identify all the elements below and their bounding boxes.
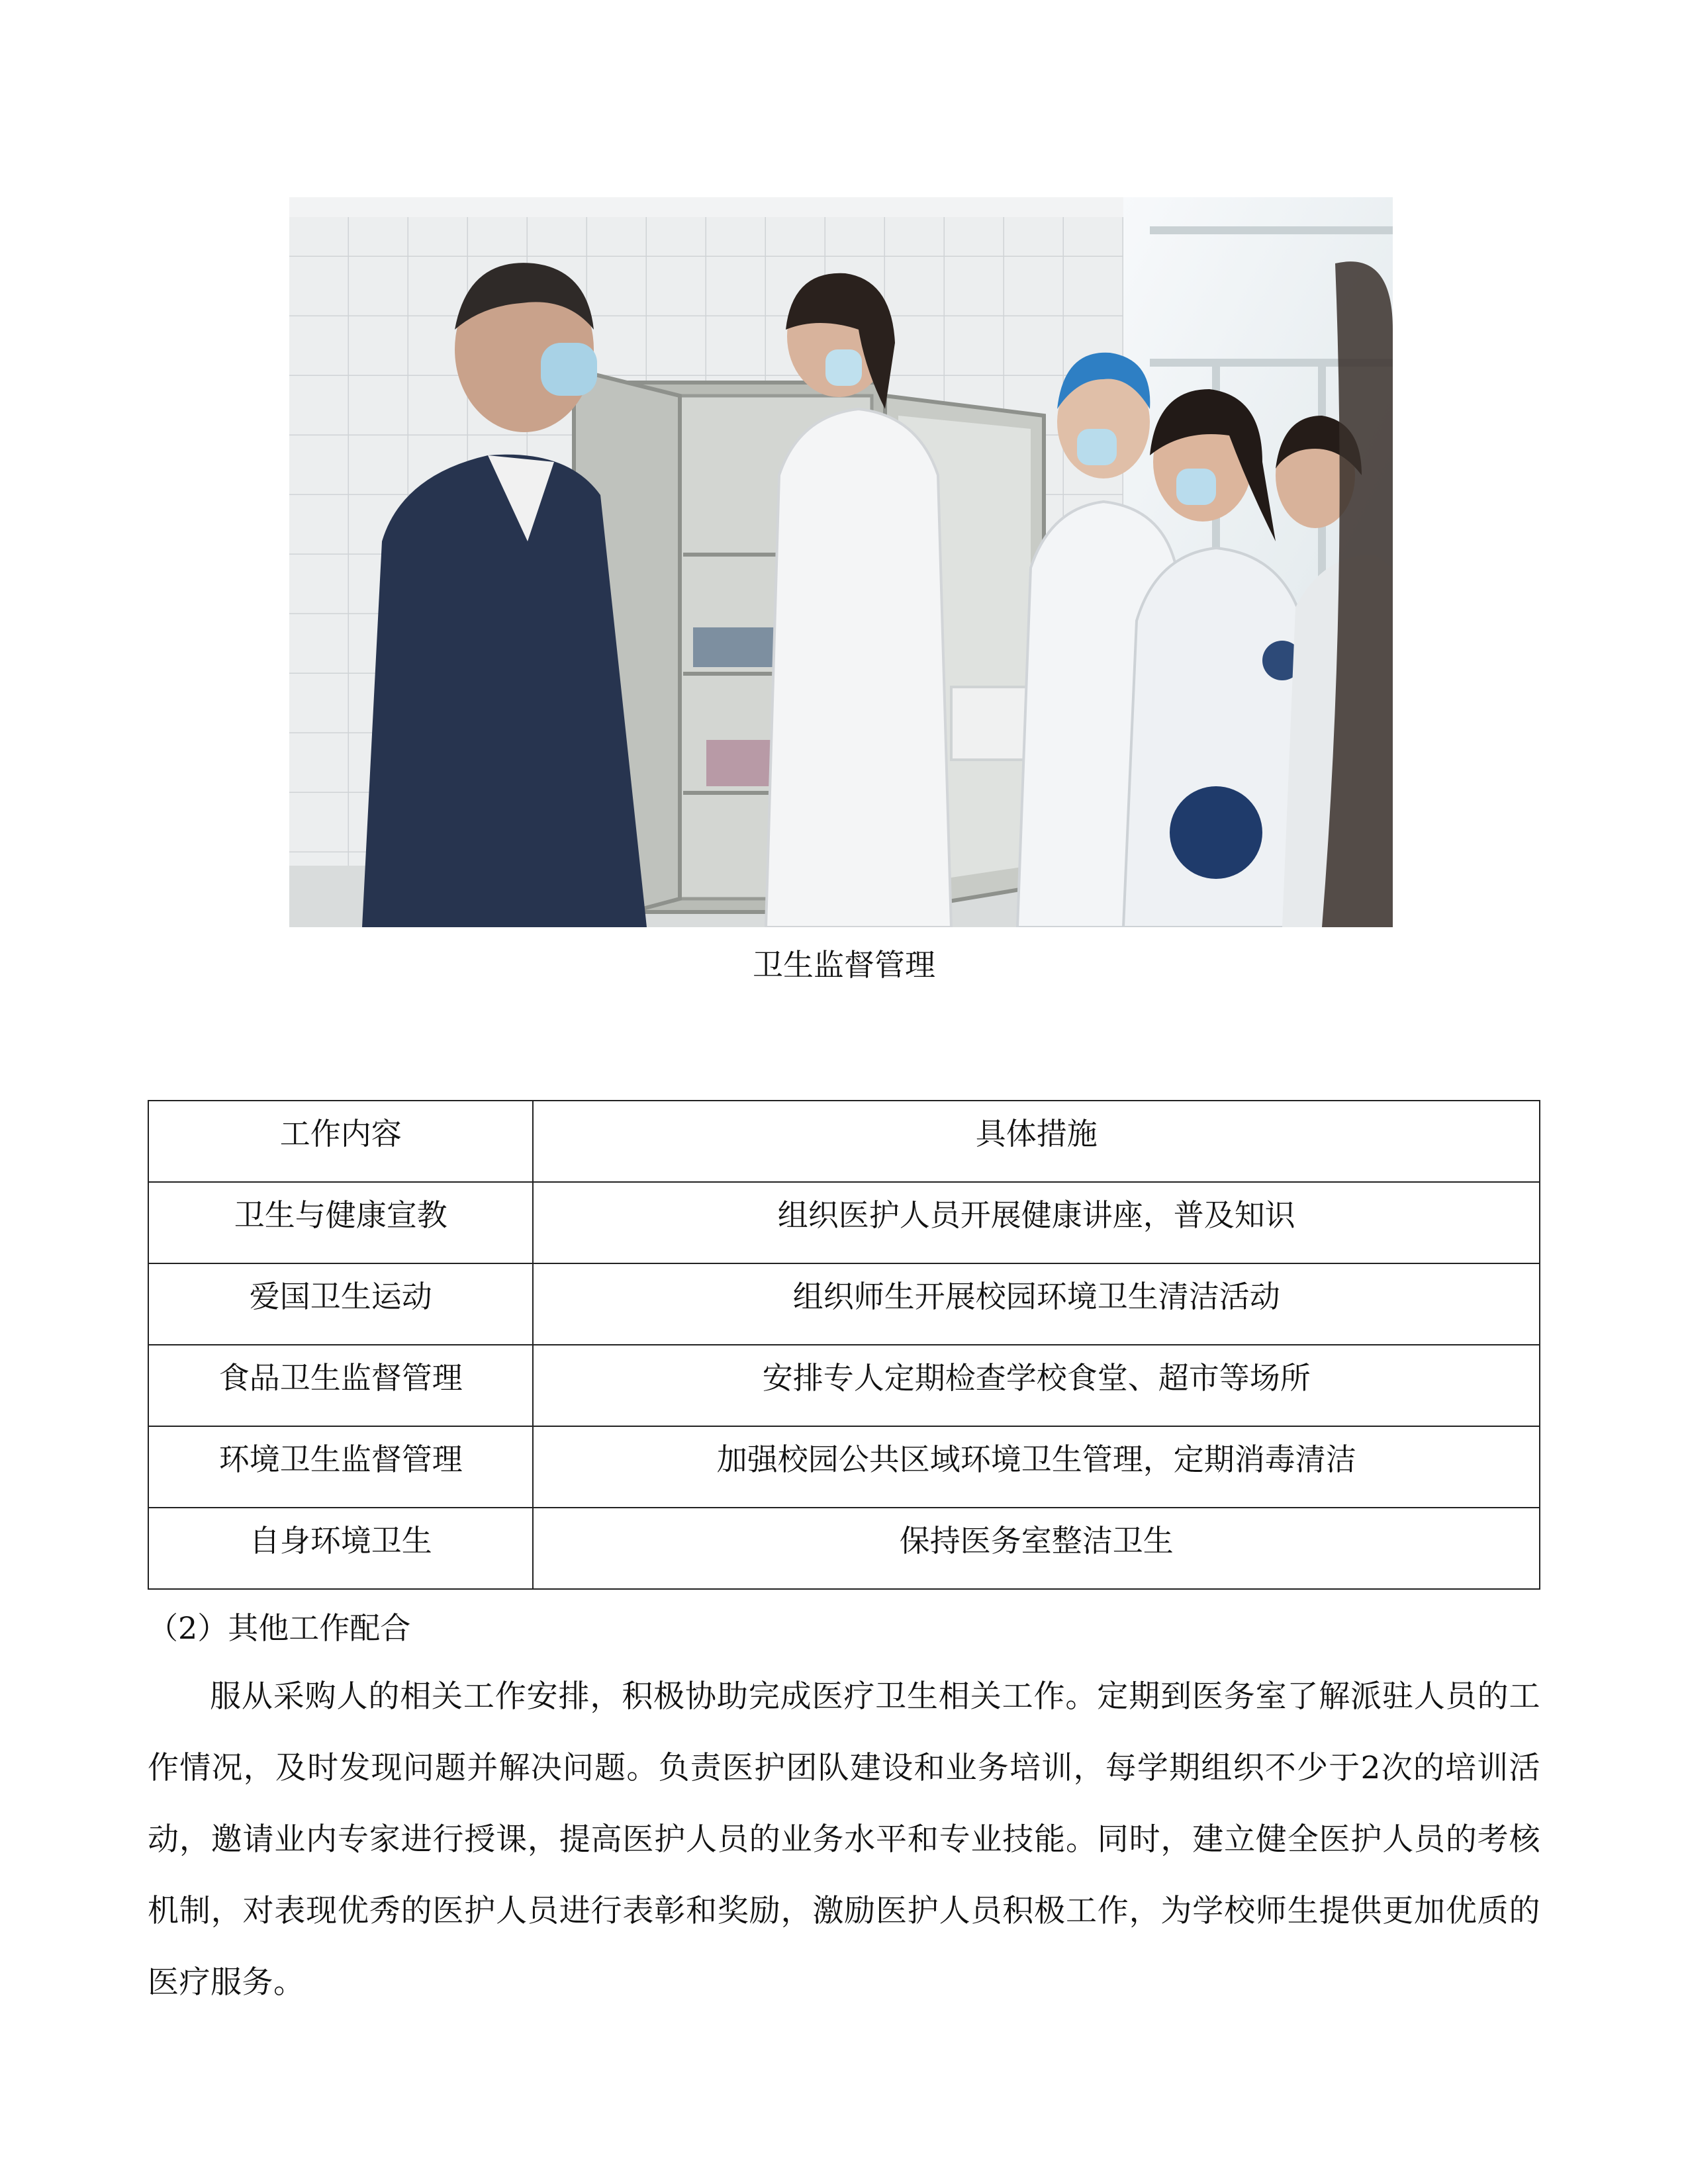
table-row <box>148 1182 1540 1263</box>
cell-work-content: 自身环境卫生 <box>148 1508 533 1589</box>
table-row <box>148 1426 1540 1508</box>
cell-work-content: 环境卫生监督管理 <box>148 1426 533 1508</box>
cell-work-content: 爱国卫生运动 <box>148 1263 533 1345</box>
header-specific-measures: 具体措施 <box>533 1101 1540 1182</box>
table-row <box>148 1345 1540 1426</box>
body-paragraph: 服从采购人的相关工作安排，积极协助完成医疗卫生相关工作。定期到医务室了解派驻人员的工作情况，及时发现问题并解决问题。负责医护团队建设和业务培训，每学期组织不少于2次的培训活动，邀请业内专家进行授课，提高医护人员的业务水平和专业技能。同时，建立健全医护人员的考核机制，对表现优秀的医护人员进行表彰和奖励，激励医护人员积极工作，为学校师生提供更加优质的医疗服务。 <box>148 1678 1540 2001</box>
inspection-photo <box>289 197 1393 927</box>
cell-measure: 安排专人定期检查学校食堂、超市等场所 <box>533 1345 1540 1426</box>
work-measures-table <box>148 1100 1540 1590</box>
cell-measure: 组织师生开展校园环境卫生清洁活动 <box>533 1263 1540 1345</box>
cell-work-content: 卫生与健康宣教 <box>148 1182 533 1263</box>
figure-caption: 卫生监督管理 <box>753 947 935 983</box>
cell-measure: 加强校园公共区域环境卫生管理，定期消毒清洁 <box>533 1426 1540 1508</box>
section-heading: （2）其他工作配合 <box>148 1610 411 1646</box>
table-header-row <box>148 1101 1540 1182</box>
cell-measure: 组织医护人员开展健康讲座，普及知识 <box>533 1182 1540 1263</box>
table-row <box>148 1263 1540 1345</box>
table-row <box>148 1508 1540 1589</box>
header-work-content: 工作内容 <box>148 1101 533 1182</box>
cell-measure: 保持医务室整洁卫生 <box>533 1508 1540 1589</box>
cell-work-content: 食品卫生监督管理 <box>148 1345 533 1426</box>
